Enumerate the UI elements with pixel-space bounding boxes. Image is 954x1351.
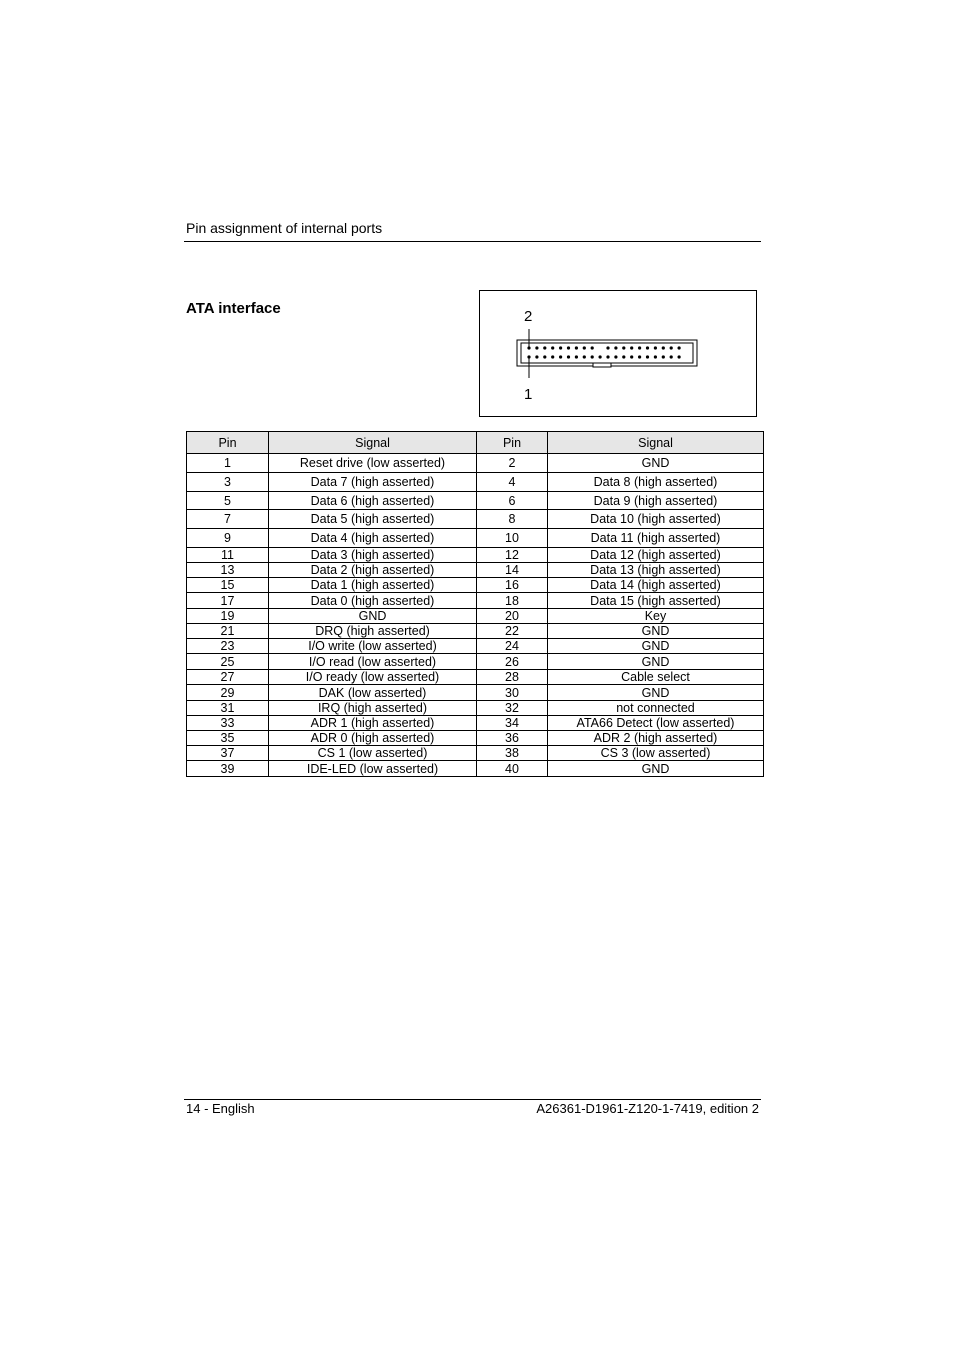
pin-cell: 21: [187, 624, 269, 639]
connector-drawing: [480, 291, 756, 416]
pin-cell: 12: [477, 548, 548, 563]
pin-cell: 31: [187, 701, 269, 716]
pin-cell: 11: [187, 548, 269, 563]
signal-cell: Data 14 (high asserted): [548, 578, 764, 593]
signal-cell: GND: [269, 609, 477, 624]
connector-pin: [527, 346, 530, 349]
connector-pin: [559, 346, 562, 349]
pin-cell: 22: [477, 624, 548, 639]
table-row: [187, 639, 764, 654]
connector-pin: [654, 355, 657, 358]
signal-cell: GND: [548, 761, 764, 777]
table-row: [187, 609, 764, 624]
col-header-signal: Signal: [548, 432, 764, 454]
signal-cell: DRQ (high asserted): [269, 624, 477, 639]
signal-cell: I/O write (low asserted): [269, 639, 477, 654]
pin-cell: 34: [477, 716, 548, 731]
pin-cell: 37: [187, 746, 269, 761]
connector-pin: [670, 355, 673, 358]
signal-cell: I/O ready (low asserted): [269, 670, 477, 685]
connector-pin: [535, 355, 538, 358]
signal-cell: GND: [548, 685, 764, 701]
connector-pin: [614, 355, 617, 358]
pin-label-1: 1: [524, 386, 533, 403]
pin-cell: 32: [477, 701, 548, 716]
connector-pin: [622, 355, 625, 358]
pin-cell: 4: [477, 473, 548, 492]
connector-pin: [638, 355, 641, 358]
connector-pin: [551, 355, 554, 358]
table-row: [187, 473, 764, 492]
connector-pin: [599, 355, 602, 358]
pin-cell: 35: [187, 731, 269, 746]
table-row: [187, 593, 764, 609]
connector-pin: [638, 346, 641, 349]
footer-rule: [184, 1099, 761, 1100]
connector-pin: [583, 355, 586, 358]
pin-cell: 16: [477, 578, 548, 593]
connector-pin: [559, 355, 562, 358]
connector-pin: [527, 355, 530, 358]
pin-cell: 8: [477, 510, 548, 529]
table-row: [187, 685, 764, 701]
connector-pin: [662, 355, 665, 358]
connector-outer-shell: [517, 340, 697, 366]
pin-cell: 10: [477, 529, 548, 548]
table-row: [187, 746, 764, 761]
pin-cell: 33: [187, 716, 269, 731]
signal-cell: Data 4 (high asserted): [269, 529, 477, 548]
section-title: ATA interface: [186, 300, 281, 317]
pin-cell: 38: [477, 746, 548, 761]
table-row: [187, 492, 764, 510]
table-row: [187, 529, 764, 548]
pin-cell: 28: [477, 670, 548, 685]
signal-cell: Data 3 (high asserted): [269, 548, 477, 563]
signal-cell: GND: [548, 624, 764, 639]
pin-cell: 17: [187, 593, 269, 609]
connector-pin: [567, 346, 570, 349]
signal-cell: Data 9 (high asserted): [548, 492, 764, 510]
signal-cell: IRQ (high asserted): [269, 701, 477, 716]
table-header-row: [187, 432, 764, 454]
pin-cell: 6: [477, 492, 548, 510]
connector-pin: [543, 355, 546, 358]
pin-cell: 20: [477, 609, 548, 624]
connector-pin: [646, 346, 649, 349]
signal-cell: Reset drive (low asserted): [269, 454, 477, 473]
connector-pin: [614, 346, 617, 349]
document-id: A26361-D1961-Z120-1-7419, edition 2: [536, 1101, 759, 1116]
signal-cell: Data 8 (high asserted): [548, 473, 764, 492]
connector-pin: [622, 346, 625, 349]
page-number: 14 - English: [186, 1101, 255, 1116]
pin-label-2: 2: [524, 308, 533, 325]
connector-pin: [630, 355, 633, 358]
signal-cell: Data 0 (high asserted): [269, 593, 477, 609]
signal-cell: not connected: [548, 701, 764, 716]
pin-cell: 36: [477, 731, 548, 746]
connector-pin: [551, 346, 554, 349]
ata-connector-diagram: [479, 290, 757, 417]
table-row: [187, 761, 764, 777]
col-header-signal: Signal: [269, 432, 477, 454]
pin-cell: 29: [187, 685, 269, 701]
pin-cell: 1: [187, 454, 269, 473]
pin-cell: 15: [187, 578, 269, 593]
pin-cell: 7: [187, 510, 269, 529]
connector-pin: [606, 355, 609, 358]
signal-cell: Data 10 (high asserted): [548, 510, 764, 529]
table-row: [187, 624, 764, 639]
table-row: [187, 563, 764, 578]
connector-pin: [591, 346, 594, 349]
signal-cell: Data 5 (high asserted): [269, 510, 477, 529]
pin-cell: 14: [477, 563, 548, 578]
pin-cell: 5: [187, 492, 269, 510]
signal-cell: Data 6 (high asserted): [269, 492, 477, 510]
table-row: [187, 510, 764, 529]
connector-pin: [591, 355, 594, 358]
signal-cell: Data 1 (high asserted): [269, 578, 477, 593]
signal-cell: IDE-LED (low asserted): [269, 761, 477, 777]
pin-cell: 18: [477, 593, 548, 609]
pin-cell: 3: [187, 473, 269, 492]
signal-cell: DAK (low asserted): [269, 685, 477, 701]
signal-cell: CS 3 (low asserted): [548, 746, 764, 761]
pin-cell: 19: [187, 609, 269, 624]
connector-pin: [654, 346, 657, 349]
connector-pin: [630, 346, 633, 349]
pin-cell: 26: [477, 654, 548, 670]
connector-pin: [575, 355, 578, 358]
table-row: [187, 731, 764, 746]
signal-cell: GND: [548, 654, 764, 670]
col-header-pin: Pin: [477, 432, 548, 454]
pin-cell: 13: [187, 563, 269, 578]
table-row: [187, 578, 764, 593]
table-row: [187, 716, 764, 731]
signal-cell: GND: [548, 454, 764, 473]
pin-cell: 2: [477, 454, 548, 473]
connector-pin: [646, 355, 649, 358]
connector-key-notch: [593, 363, 611, 367]
signal-cell: Cable select: [548, 670, 764, 685]
header-rule: [184, 241, 761, 242]
signal-cell: ADR 0 (high asserted): [269, 731, 477, 746]
pin-cell: 27: [187, 670, 269, 685]
signal-cell: Data 7 (high asserted): [269, 473, 477, 492]
signal-cell: Data 13 (high asserted): [548, 563, 764, 578]
connector-pin: [670, 346, 673, 349]
table-row: [187, 454, 764, 473]
col-header-pin: Pin: [187, 432, 269, 454]
pin-cell: 25: [187, 654, 269, 670]
table-row: [187, 654, 764, 670]
connector-inner-shell: [521, 343, 693, 363]
table-row: [187, 670, 764, 685]
pin-cell: 23: [187, 639, 269, 654]
table-row: [187, 701, 764, 716]
running-header: Pin assignment of internal ports: [186, 220, 383, 236]
signal-cell: Data 12 (high asserted): [548, 548, 764, 563]
signal-cell: Key: [548, 609, 764, 624]
table-row: [187, 548, 764, 563]
connector-pin: [678, 346, 681, 349]
connector-pin: [567, 355, 570, 358]
connector-pin: [662, 346, 665, 349]
signal-cell: I/O read (low asserted): [269, 654, 477, 670]
connector-pin: [606, 346, 609, 349]
pin-assignment-table: [186, 431, 764, 777]
pin-cell: 30: [477, 685, 548, 701]
signal-cell: ATA66 Detect (low asserted): [548, 716, 764, 731]
connector-pins: [527, 346, 680, 358]
pin-cell: 24: [477, 639, 548, 654]
signal-cell: ADR 2 (high asserted): [548, 731, 764, 746]
signal-cell: Data 15 (high asserted): [548, 593, 764, 609]
connector-pin: [575, 346, 578, 349]
pin-cell: 39: [187, 761, 269, 777]
pin-cell: 9: [187, 529, 269, 548]
signal-cell: Data 11 (high asserted): [548, 529, 764, 548]
connector-pin: [535, 346, 538, 349]
connector-pin: [583, 346, 586, 349]
signal-cell: CS 1 (low asserted): [269, 746, 477, 761]
signal-cell: Data 2 (high asserted): [269, 563, 477, 578]
pin-cell: 40: [477, 761, 548, 777]
signal-cell: GND: [548, 639, 764, 654]
connector-pin: [543, 346, 546, 349]
signal-cell: ADR 1 (high asserted): [269, 716, 477, 731]
connector-pin: [678, 355, 681, 358]
